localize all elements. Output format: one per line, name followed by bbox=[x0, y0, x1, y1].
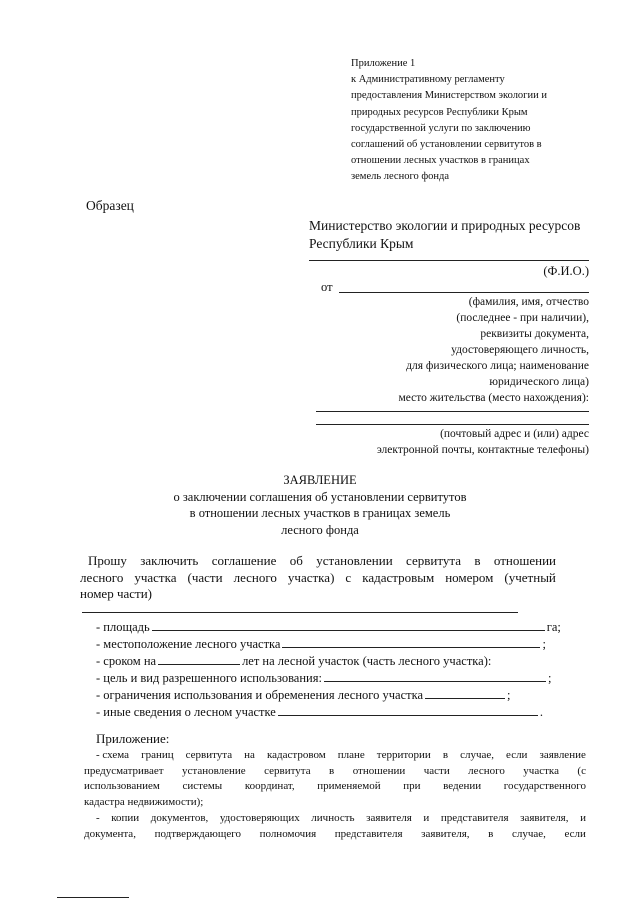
word: координат, bbox=[244, 780, 295, 793]
applicant-hint: (последнее - при наличии), bbox=[456, 312, 589, 324]
purpose-input[interactable] bbox=[324, 669, 546, 682]
word: личность bbox=[311, 811, 355, 824]
word: участка bbox=[134, 569, 177, 585]
attachment-line bbox=[84, 764, 586, 780]
field-end: ; bbox=[507, 688, 511, 702]
word: случае, bbox=[511, 827, 546, 840]
area-input[interactable] bbox=[152, 618, 545, 631]
field-location bbox=[96, 635, 546, 652]
word: в bbox=[442, 749, 449, 761]
attachment-line: кадастра недвижимости); bbox=[84, 796, 204, 809]
attachments-heading: Приложение: bbox=[96, 731, 170, 746]
word: участка) bbox=[287, 569, 335, 585]
word: - bbox=[96, 811, 100, 824]
field-label: - сроком на bbox=[96, 654, 157, 668]
sample-label: Образец bbox=[86, 198, 134, 213]
word: установление bbox=[182, 764, 246, 777]
request-line-2 bbox=[80, 570, 556, 587]
footnote-divider bbox=[57, 897, 129, 898]
field-end: . bbox=[539, 705, 543, 719]
word: с bbox=[345, 569, 352, 585]
word: лесного bbox=[80, 569, 124, 585]
applicant-hint: удостоверяющего личность, bbox=[451, 344, 589, 356]
field-label: - иные сведения о лесном участке bbox=[96, 705, 276, 719]
word: при bbox=[403, 780, 421, 793]
title-line: в отношении лесных участков в границах земель bbox=[189, 506, 451, 520]
field-suffix: лет на лесной участок (часть лесного участка): bbox=[242, 654, 492, 668]
word: плане bbox=[337, 749, 365, 761]
word: представителя bbox=[440, 811, 509, 824]
word: использованием bbox=[84, 780, 160, 793]
other-input[interactable] bbox=[278, 703, 538, 716]
annex-line: земель лесного фонда bbox=[351, 171, 450, 183]
attachment-line bbox=[96, 811, 586, 827]
word: в bbox=[329, 764, 335, 777]
document-title bbox=[0, 472, 640, 538]
word: заявителя, bbox=[421, 827, 470, 840]
attachment-line bbox=[96, 748, 586, 764]
word: предусматривает bbox=[84, 764, 164, 777]
word: сервитута bbox=[406, 553, 461, 568]
word: и bbox=[580, 811, 586, 824]
title-line: о заключении соглашения об установлении сервитутов bbox=[173, 489, 467, 504]
ministry-addressee bbox=[309, 217, 580, 253]
fio-underline[interactable] bbox=[309, 260, 589, 261]
word: - схема bbox=[96, 749, 130, 761]
word: лесного bbox=[233, 569, 277, 585]
word: соглашение bbox=[211, 553, 277, 568]
field-term bbox=[96, 652, 491, 669]
request-line-3: номер части) bbox=[80, 586, 153, 601]
field-area bbox=[96, 618, 561, 635]
field-purpose bbox=[96, 669, 551, 686]
word: документов, bbox=[150, 811, 209, 824]
word: отношении bbox=[493, 553, 556, 568]
word: государственного bbox=[503, 780, 586, 793]
word: границ bbox=[141, 749, 174, 761]
address-underline-2[interactable] bbox=[316, 424, 589, 425]
field-restrictions bbox=[96, 686, 511, 703]
from-underline[interactable] bbox=[339, 292, 589, 293]
word: подтверждающего bbox=[154, 827, 241, 840]
contact-hint: (почтовый адрес и (или) адрес bbox=[440, 428, 589, 440]
annex-line: соглашений об установлении сервитутов в bbox=[351, 139, 542, 151]
ministry-line: Министерство экологии и природных ресурсов bbox=[309, 218, 581, 233]
annex-line: государственной услуги по заключению bbox=[351, 122, 531, 134]
annex-line: предоставления Министерством экологии и bbox=[351, 90, 547, 102]
word: участка bbox=[523, 764, 559, 777]
location-input[interactable] bbox=[282, 635, 540, 648]
word: Прошу bbox=[88, 553, 127, 568]
word: в bbox=[474, 553, 481, 568]
word: сервитута bbox=[185, 749, 233, 761]
applicant-hint: для физического лица; наименование bbox=[406, 360, 589, 372]
word: (учетный bbox=[504, 569, 556, 585]
word: представителя bbox=[334, 827, 403, 840]
from-label: от bbox=[321, 280, 333, 294]
annex-line: отношении лесных участков в границах bbox=[351, 155, 530, 167]
word: случае, bbox=[460, 749, 494, 761]
annex-line: Приложение 1 bbox=[351, 58, 416, 69]
word: документа, bbox=[84, 827, 136, 840]
field-label: - местоположение лесного участка bbox=[96, 637, 281, 651]
applicant-hint: место жительства (место нахождения): bbox=[398, 392, 589, 404]
word: лесного bbox=[468, 764, 505, 777]
word: кадастровом bbox=[266, 749, 326, 761]
word: копии bbox=[111, 811, 140, 824]
word: номером bbox=[445, 569, 494, 585]
annex-header bbox=[351, 56, 611, 186]
contact-hint: электронной почты, контактные телефоны) bbox=[376, 444, 589, 456]
word: ведении bbox=[443, 780, 482, 793]
field-end: ; bbox=[547, 671, 552, 685]
title-line: ЗАЯВЛЕНИЕ bbox=[283, 473, 357, 487]
word: заключить bbox=[140, 553, 199, 568]
attachments-list bbox=[84, 748, 586, 842]
word: (части bbox=[187, 569, 223, 585]
cadastral-number-underline[interactable] bbox=[82, 612, 518, 613]
term-input[interactable] bbox=[158, 652, 240, 665]
word: если bbox=[564, 827, 586, 840]
word: полномочия bbox=[259, 827, 317, 840]
word: удостоверяющих bbox=[219, 811, 300, 824]
word: (с bbox=[577, 764, 586, 777]
fio-label: (Ф.И.О.) bbox=[543, 264, 589, 278]
request-line-1 bbox=[88, 553, 556, 570]
request-paragraph bbox=[80, 553, 556, 603]
attachment-line bbox=[84, 827, 586, 843]
applicant-hint: (фамилия, имя, отчество bbox=[468, 296, 589, 308]
annex-line: к Административному регламенту bbox=[351, 74, 505, 86]
word: установлении bbox=[316, 553, 393, 568]
word: системы bbox=[182, 780, 223, 793]
word: сервитута bbox=[264, 764, 311, 777]
word: на bbox=[244, 749, 255, 761]
field-unit: га; bbox=[546, 620, 561, 634]
applicant-hint: реквизиты документа, bbox=[480, 328, 589, 340]
applicant-hint: юридического лица) bbox=[489, 376, 589, 388]
word: если bbox=[506, 749, 528, 761]
title-line: лесного фонда bbox=[281, 522, 359, 537]
field-label: - цель и вид разрешенного использования: bbox=[96, 671, 322, 685]
restrictions-input[interactable] bbox=[425, 686, 505, 699]
field-end: ; bbox=[542, 637, 546, 651]
word: об bbox=[289, 553, 303, 568]
word: заявителя, bbox=[520, 811, 569, 824]
word: применяемой bbox=[317, 780, 381, 793]
field-other bbox=[96, 703, 543, 720]
attachment-line bbox=[84, 779, 586, 795]
word: и bbox=[423, 811, 430, 824]
address-underline-1[interactable] bbox=[316, 411, 589, 412]
word: отношении bbox=[352, 764, 406, 777]
word: части bbox=[423, 764, 450, 777]
annex-line: природных ресурсов Республики Крым bbox=[351, 106, 528, 118]
word: территории bbox=[376, 749, 431, 761]
word: кадастровым bbox=[362, 569, 435, 585]
word: в bbox=[488, 827, 494, 840]
field-label: - площадь bbox=[96, 620, 150, 634]
word: заявителя bbox=[366, 811, 412, 824]
field-label: - ограничения использования и обременения лесного участка bbox=[96, 688, 424, 702]
ministry-line: Республики Крым bbox=[309, 236, 414, 251]
word: заявление bbox=[539, 749, 586, 761]
